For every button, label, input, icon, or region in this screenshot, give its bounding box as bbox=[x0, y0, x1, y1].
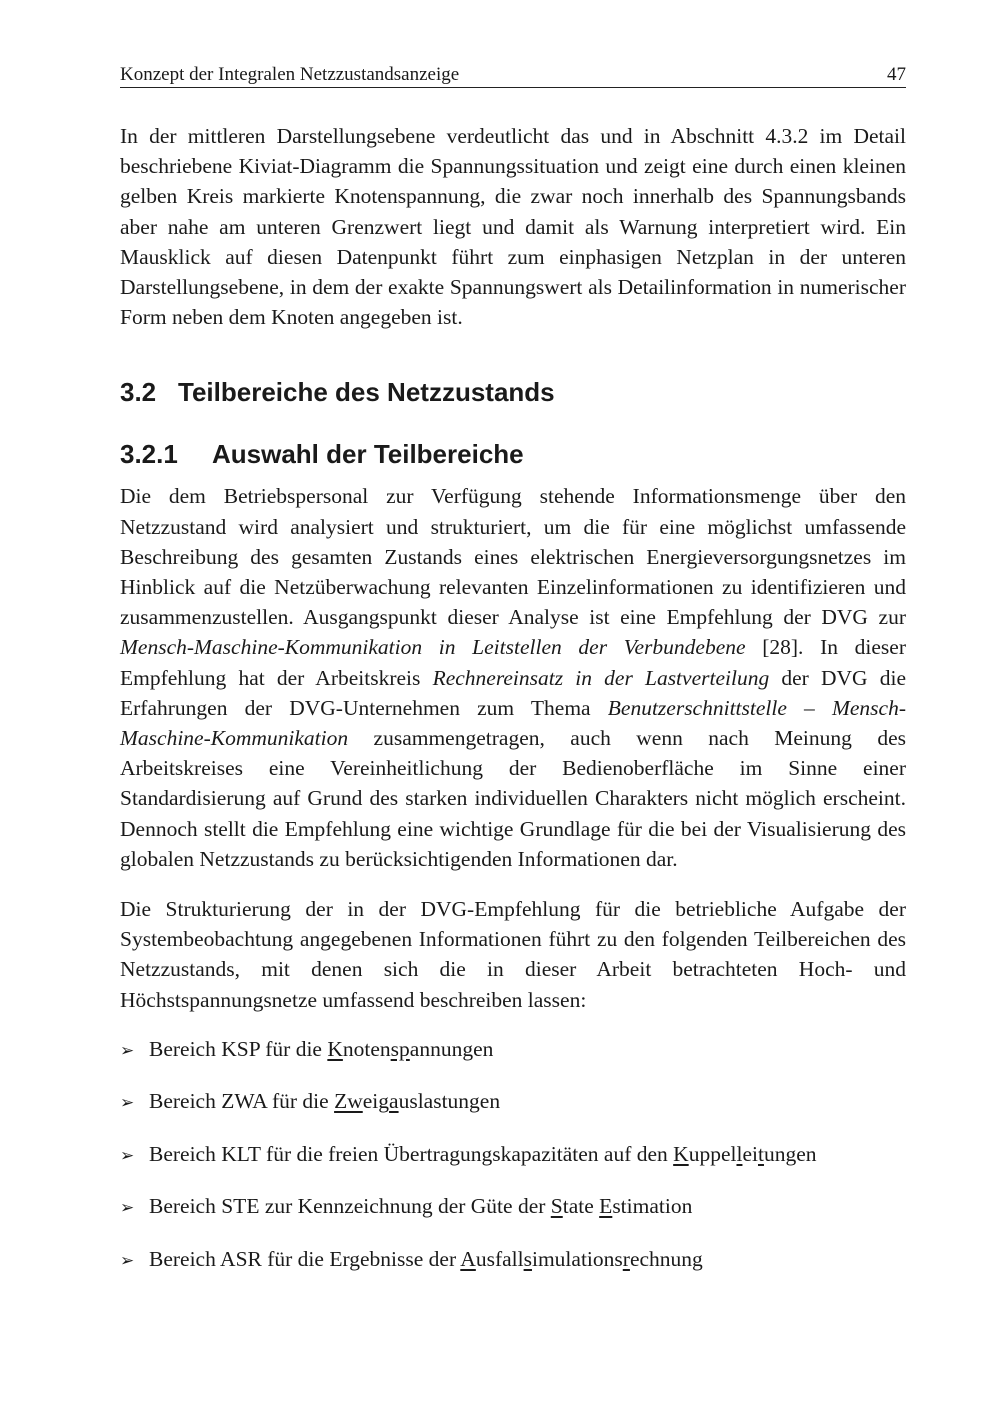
list-item-text: Bereich STE zur Kennzeichnung der Güte der State Estimation bbox=[149, 1194, 693, 1219]
acronym-letter: S bbox=[550, 1194, 563, 1219]
italic-title: Rechnereinsatz in der Lastverteilung bbox=[432, 665, 770, 690]
paragraph-dvg-recommendation bbox=[120, 481, 906, 874]
list-item-text: Bereich KSP für die Knotenspannungen bbox=[149, 1036, 494, 1061]
page-number: 47 bbox=[887, 64, 906, 85]
text-run: [28]. In dieser Empfehlung hat der Arbeitskreis bbox=[120, 635, 906, 690]
header-title: Konzept der Integralen Netzzustandsanzeige bbox=[120, 64, 460, 85]
subsection-number: 3.2.1 bbox=[120, 439, 178, 470]
paragraph-structuring: Die Strukturierung der in der DVG-Empfehlung für die betriebliche Aufgabe der Systembeobachtung angegebenen Informationen führt zu den folgenden Teilbereichen des Netzzustands, mit denen sich die in dieser Arbeit betrachteten Hoch- und Höchstspannungsnetze umfassend beschreiben lassen: bbox=[120, 897, 906, 1012]
list-item-text: Bereich ZWA für die Zweigauslastungen bbox=[149, 1089, 501, 1114]
acronym-letter: t bbox=[757, 1141, 764, 1166]
list-item bbox=[120, 1086, 906, 1118]
paragraph-kiviat-description: In der mittleren Darstellungsebene verdeutlicht das und in Abschnitt 4.3.2 im Detail beschriebene Kiviat-Diagramm die Spannungssituation und zeigt eine durch einen kleinen gelben Kreis markierte Knotenspannung, die zwar noch innerhalb des Spannungsbands aber nahe am unteren Grenzwert liegt und damit als Warnung interpretiert wird. Ein Mausklick auf diesen Datenpunkt führt zum einphasigen Netzplan in der unteren Darstellungsebene, in dem der exakte Spannungswert als Detailinformation in numerischer Form neben dem Knoten angegeben ist. bbox=[120, 124, 906, 330]
text-run: Die dem Betriebspersonal zur Verfügung stehende Informationsmenge über den Netzzustand wird analysiert und strukturiert, um die für eine möglichst umfassende Beschreibung des gesamten Zustands eines elektrischen Energieversorgungsnetzes im Hinblick auf die Netzüberwachung relevanten Einzelinformationen zu identifizieren und zusammenzustellen. Ausgangspunkt dieser Analyse ist eine Empfehlung der DVG zur bbox=[120, 484, 906, 630]
acronym-letter: l bbox=[736, 1141, 743, 1166]
acronym-letter: r bbox=[622, 1246, 630, 1271]
acronym-letter: sp bbox=[390, 1036, 410, 1061]
arrow-bullet-icon: ➢ bbox=[120, 1145, 135, 1166]
text-run: zusammengetragen, auch wenn nach Meinung des Arbeitskreises eine Vereinheitlichung der Bedienoberfläche im Sinne einer Standardisierung auf Grund des starken individuellen Charakters nicht möglich erscheint. Dennoch stellt die Empfehlung eine wichtige Grundlage für die bei der Visualisierung des globalen Netzzustands zu berücksichtigenden Informationen dar. bbox=[120, 726, 906, 871]
acronym-letter: K bbox=[327, 1036, 343, 1061]
acronym-letter: A bbox=[460, 1246, 476, 1271]
list-item bbox=[120, 1139, 906, 1171]
list-item bbox=[120, 1034, 906, 1066]
area-list bbox=[120, 1034, 906, 1276]
list-item bbox=[120, 1191, 906, 1223]
arrow-bullet-icon: ➢ bbox=[120, 1040, 135, 1061]
acronym-letter: Zw bbox=[334, 1089, 363, 1114]
list-item-text: Bereich ASR für die Ergebnisse der Ausfallsimulationsrechnung bbox=[149, 1246, 703, 1271]
text-run: der DVG die Erfahrungen der DVG-Unternehmen zum Thema bbox=[120, 665, 906, 720]
arrow-bullet-icon: ➢ bbox=[120, 1250, 135, 1271]
acronym-letter: E bbox=[599, 1194, 613, 1219]
italic-title: Mensch-Maschine-Kommunikation in Leitstellen der Verbundebene bbox=[120, 635, 746, 660]
list-item bbox=[120, 1244, 906, 1276]
acronym-letter: K bbox=[673, 1141, 689, 1166]
section-heading bbox=[120, 377, 906, 407]
document-page bbox=[120, 64, 906, 1296]
arrow-bullet-icon: ➢ bbox=[120, 1093, 135, 1114]
section-number: 3.2 bbox=[120, 377, 157, 408]
italic-title: Benutzerschnittstelle – Mensch-Maschine-Kommunikation bbox=[120, 695, 906, 751]
acronym-letter: a bbox=[389, 1089, 399, 1114]
arrow-bullet-icon: ➢ bbox=[120, 1198, 135, 1219]
section-title: Teilbereiche des Netzzustands bbox=[178, 377, 555, 408]
subsection-title: Auswahl der Teilbereiche bbox=[212, 439, 524, 470]
subsection-heading bbox=[120, 439, 906, 469]
list-item-text: Bereich KLT für die freien Übertragungskapazitäten auf den Kuppelleitungen bbox=[149, 1141, 817, 1166]
acronym-letter: s bbox=[523, 1246, 532, 1271]
running-header bbox=[120, 64, 906, 88]
